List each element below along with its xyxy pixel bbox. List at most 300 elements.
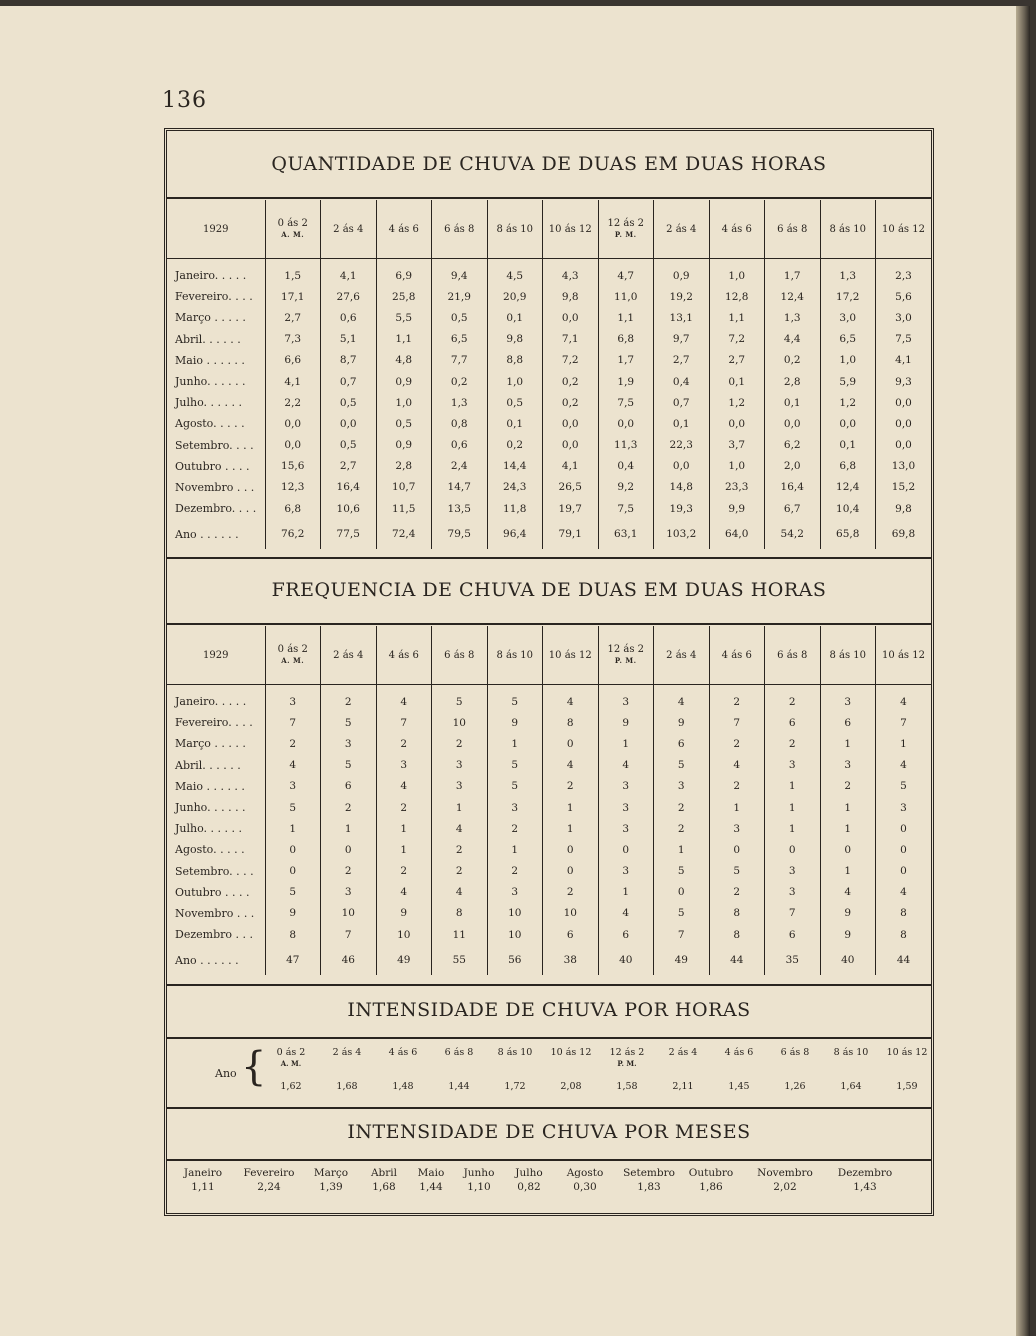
table-cell: 7,5 <box>598 498 654 519</box>
column-header-label: 8 ás 10 <box>829 649 867 661</box>
column-header <box>376 626 432 685</box>
table-cell: 3 <box>598 861 654 882</box>
table-cell: 7,1 <box>543 329 599 350</box>
table-cell: 11,8 <box>487 498 543 519</box>
table-cell: 10 <box>487 903 543 924</box>
table-cell: 7 <box>876 712 932 733</box>
table-cell: 0 <box>543 861 599 882</box>
table-cell: 7,7 <box>432 350 488 371</box>
table-cell: 0,1 <box>765 392 821 413</box>
column-header <box>543 200 599 259</box>
table-cell: 2 <box>432 839 488 860</box>
table-cell: 2,7 <box>709 350 765 371</box>
table-cell: 3 <box>598 691 654 712</box>
table-cell: 4 <box>265 755 321 776</box>
table-cell: 5,5 <box>376 307 432 328</box>
table-cell: 13,5 <box>432 498 488 519</box>
month-label: Setembro. . . . <box>175 438 254 452</box>
total-cell: 35 <box>765 945 821 975</box>
divider <box>167 623 931 625</box>
column-header-period: P. M. <box>614 230 637 239</box>
column-header <box>432 200 488 259</box>
table-row <box>167 755 931 776</box>
table-cell: 1,0 <box>820 350 876 371</box>
total-cell: 38 <box>543 945 599 975</box>
hour-header: 4 ás 6 <box>388 1047 418 1058</box>
table-cell: 0,0 <box>820 413 876 434</box>
table-cell: 2 <box>709 733 765 754</box>
table-cell: 4,1 <box>265 371 321 392</box>
table-cell: 19,2 <box>654 286 710 307</box>
table-cell: 5 <box>432 691 488 712</box>
book-spine <box>1016 6 1030 1336</box>
table-cell: 19,7 <box>543 498 599 519</box>
table-cell: 0,2 <box>543 371 599 392</box>
divider <box>167 557 931 559</box>
table-cell: 10,4 <box>820 498 876 519</box>
table-cell: 9 <box>820 924 876 945</box>
table-row <box>167 286 931 307</box>
month-label: Setembro. . . . <box>175 864 254 878</box>
table-cell: 7 <box>265 712 321 733</box>
table-cell: 2,0 <box>765 456 821 477</box>
month-label: Janeiro. . . . . <box>175 269 247 283</box>
month-value: 1,10 <box>467 1181 491 1193</box>
total-cell: 40 <box>598 945 654 975</box>
table-cell: 3 <box>820 755 876 776</box>
hour-header: 12 ás 2 <box>609 1047 645 1058</box>
total-cell: 56 <box>487 945 543 975</box>
table-cell: 2 <box>654 797 710 818</box>
total-cell: 44 <box>876 945 932 975</box>
hour-value: 1,44 <box>448 1081 470 1092</box>
table-cell: 0,0 <box>876 413 932 434</box>
frequencia-table <box>167 626 931 975</box>
table-cell: 1 <box>321 818 377 839</box>
table-cell: 3 <box>487 882 543 903</box>
column-header-label: 10 ás 12 <box>548 649 592 661</box>
table-cell: 2 <box>321 691 377 712</box>
table-header <box>167 200 931 259</box>
table-cell: 0 <box>265 861 321 882</box>
column-header-label: 2 ás 4 <box>666 223 697 235</box>
table-cell: 1,7 <box>598 350 654 371</box>
column-header-period: A. M. <box>281 230 305 239</box>
month-value: 1,11 <box>191 1181 215 1193</box>
am-label: A. M. <box>280 1059 302 1068</box>
table-cell: 9 <box>376 903 432 924</box>
table-cell: 0,1 <box>709 371 765 392</box>
total-label: Ano . . . . . . <box>175 527 239 541</box>
column-header <box>487 626 543 685</box>
section-title-quantidade: QUANTIDADE DE CHUVA DE DUAS EM DUAS HORAS <box>271 153 827 175</box>
month-label: Maio . . . . . . <box>175 779 245 793</box>
month-label: Outubro . . . . <box>175 459 250 473</box>
table-cell: 8 <box>876 903 932 924</box>
table-cell: 1 <box>376 839 432 860</box>
table-cell: 19,3 <box>654 498 710 519</box>
table-cell: 3 <box>876 797 932 818</box>
table-cell: 23,3 <box>709 477 765 498</box>
table-cell: 1,0 <box>709 456 765 477</box>
column-header-label: 8 ás 10 <box>496 223 534 235</box>
table-cell: 4,4 <box>765 329 821 350</box>
table-cell: 4,5 <box>487 265 543 286</box>
table-cell: 1,1 <box>709 307 765 328</box>
month-name: Dezembro <box>837 1167 893 1179</box>
divider <box>167 1037 931 1039</box>
table-cell: 1 <box>820 818 876 839</box>
table-cell: 3 <box>487 797 543 818</box>
table-cell: 1,2 <box>709 392 765 413</box>
table-cell: 8,8 <box>487 350 543 371</box>
hour-value: 1,45 <box>728 1081 750 1092</box>
month-name: Março <box>313 1167 349 1179</box>
table-cell: 2 <box>376 861 432 882</box>
table-cell: 1 <box>432 797 488 818</box>
column-header-label: 0 ás 2 <box>277 218 308 229</box>
table-cell: 12,8 <box>709 286 765 307</box>
month-name: Novembro <box>757 1167 813 1179</box>
total-cell: 77,5 <box>321 519 377 549</box>
table-cell: 1,5 <box>265 265 321 286</box>
month-value: 1,68 <box>372 1181 396 1193</box>
table-cell: 0,0 <box>765 413 821 434</box>
column-header <box>765 626 821 685</box>
total-cell: 96,4 <box>487 519 543 549</box>
table-cell: 1 <box>487 733 543 754</box>
table-cell: 4,1 <box>876 350 932 371</box>
table-cell: 10 <box>543 903 599 924</box>
table-cell: 9 <box>654 712 710 733</box>
table-cell: 1 <box>765 776 821 797</box>
table-cell: 0,6 <box>321 307 377 328</box>
table-cell: 2,8 <box>765 371 821 392</box>
month-label: Agosto. . . . . <box>175 417 245 431</box>
divider <box>167 984 931 986</box>
table-cell: 22,3 <box>654 435 710 456</box>
column-header-label: 2 ás 4 <box>666 649 697 661</box>
column-header-label: 8 ás 10 <box>496 649 534 661</box>
column-header-label: 0 ás 2 <box>277 644 308 655</box>
table-cell: 3,7 <box>709 435 765 456</box>
table-cell: 6 <box>765 924 821 945</box>
quantidade-table <box>167 200 931 549</box>
table-cell: 16,4 <box>321 477 377 498</box>
table-cell: 1,7 <box>765 265 821 286</box>
month-label: Abril. . . . . . <box>175 332 241 346</box>
total-cell: 72,4 <box>376 519 432 549</box>
table-cell: 0,2 <box>432 371 488 392</box>
table-cell: 0,9 <box>376 435 432 456</box>
month-value: 2,24 <box>257 1181 281 1193</box>
table-cell: 0,5 <box>321 392 377 413</box>
hour-value: 2,08 <box>560 1081 582 1092</box>
total-cell: 63,1 <box>598 519 654 549</box>
table-cell: 0,0 <box>654 456 710 477</box>
column-header <box>876 626 932 685</box>
table-cell: 26,5 <box>543 477 599 498</box>
total-row <box>167 519 931 549</box>
hour-value: 1,64 <box>840 1081 862 1092</box>
table-cell: 11,3 <box>598 435 654 456</box>
table-row <box>167 691 931 712</box>
table-cell: 2,4 <box>432 456 488 477</box>
table-cell: 17,2 <box>820 286 876 307</box>
column-header <box>654 200 710 259</box>
column-header-period: P. M. <box>614 656 637 665</box>
divider <box>167 1159 931 1161</box>
table-cell: 2 <box>487 818 543 839</box>
month-value: 1,39 <box>319 1181 343 1193</box>
table-cell: 25,8 <box>376 286 432 307</box>
table-cell: 0 <box>543 839 599 860</box>
table-cell: 0,1 <box>654 413 710 434</box>
table-row <box>167 307 931 328</box>
table-cell: 5 <box>709 861 765 882</box>
total-cell: 55 <box>432 945 488 975</box>
table-cell: 7,2 <box>709 329 765 350</box>
table-cell: 3 <box>432 755 488 776</box>
total-cell: 79,1 <box>543 519 599 549</box>
table-cell: 4 <box>432 818 488 839</box>
table-cell: 2,8 <box>376 456 432 477</box>
total-label: Ano . . . . . . <box>175 953 239 967</box>
month-label: Março . . . . . <box>175 311 246 325</box>
table-cell: 0,5 <box>321 435 377 456</box>
hour-value: 1,26 <box>784 1081 806 1092</box>
column-header-label: 10 ás 12 <box>548 223 592 235</box>
table-cell: 4 <box>598 903 654 924</box>
table-cell: 11,5 <box>376 498 432 519</box>
table-cell: 0,0 <box>543 435 599 456</box>
table-cell: 5 <box>487 755 543 776</box>
total-cell: 79,5 <box>432 519 488 549</box>
table-cell: 3 <box>321 882 377 903</box>
hour-value: 2,11 <box>672 1081 694 1092</box>
table-cell: 2 <box>265 733 321 754</box>
table-cell: 9 <box>487 712 543 733</box>
table-cell: 1 <box>376 818 432 839</box>
table-cell: 2,7 <box>265 307 321 328</box>
table-body <box>167 259 931 550</box>
table-cell: 1,3 <box>432 392 488 413</box>
table-cell: 2 <box>709 691 765 712</box>
table-cell: 10 <box>487 924 543 945</box>
table-cell: 6,7 <box>765 498 821 519</box>
table-cell: 2 <box>543 882 599 903</box>
month-value: 1,44 <box>419 1181 443 1193</box>
table-cell: 0,1 <box>487 307 543 328</box>
table-cell: 14,8 <box>654 477 710 498</box>
table-row <box>167 456 931 477</box>
table-row <box>167 392 931 413</box>
table-row <box>167 882 931 903</box>
table-cell: 2 <box>765 733 821 754</box>
table-cell: 2 <box>709 776 765 797</box>
table-cell: 6 <box>765 712 821 733</box>
table-row <box>167 712 931 733</box>
table-cell: 12,4 <box>820 477 876 498</box>
table-cell: 4 <box>432 882 488 903</box>
total-cell: 54,2 <box>765 519 821 549</box>
table-cell: 1 <box>654 839 710 860</box>
table-body <box>167 685 931 976</box>
month-name: Outubro <box>688 1167 734 1179</box>
table-cell: 10,7 <box>376 477 432 498</box>
table-cell: 0,2 <box>543 392 599 413</box>
month-label: Junho. . . . . . <box>175 375 246 389</box>
hour-value: 1,68 <box>336 1081 358 1092</box>
column-header <box>265 626 321 685</box>
table-cell: 2 <box>765 691 821 712</box>
table-cell: 2,2 <box>265 392 321 413</box>
column-header <box>321 200 377 259</box>
year-header: 1929 <box>167 626 265 685</box>
table-cell: 2 <box>432 861 488 882</box>
month-name: Maio <box>417 1167 445 1179</box>
table-cell: 5 <box>265 797 321 818</box>
table-cell: 8 <box>432 903 488 924</box>
hour-value: 1,62 <box>280 1081 302 1092</box>
table-cell: 0,2 <box>765 350 821 371</box>
month-label: Dezembro. . . . <box>175 502 257 516</box>
table-cell: 0,5 <box>432 307 488 328</box>
table-cell: 7 <box>765 903 821 924</box>
hour-value: 1,59 <box>896 1081 918 1092</box>
month-value: 1,43 <box>853 1181 877 1193</box>
table-row <box>167 413 931 434</box>
table-cell: 0 <box>598 839 654 860</box>
hour-value: 1,48 <box>392 1081 414 1092</box>
tables-frame <box>164 128 934 1216</box>
hour-header: 8 ás 10 <box>497 1047 533 1058</box>
column-header-label: 4 ás 6 <box>721 223 752 235</box>
hour-header: 2 ás 4 <box>332 1047 362 1058</box>
table-cell: 5,9 <box>820 371 876 392</box>
month-label: Março . . . . . <box>175 737 246 751</box>
table-cell: 2 <box>376 733 432 754</box>
month-value: 0,82 <box>517 1181 541 1193</box>
total-cell: 103,2 <box>654 519 710 549</box>
table-cell: 16,4 <box>765 477 821 498</box>
total-cell: 44 <box>709 945 765 975</box>
table-row <box>167 924 931 945</box>
table-cell: 6,5 <box>432 329 488 350</box>
table-row <box>167 861 931 882</box>
table-cell: 1,1 <box>376 329 432 350</box>
table-cell: 1 <box>876 733 932 754</box>
month-name: Janeiro <box>183 1167 223 1179</box>
table-cell: 3 <box>820 691 876 712</box>
table-cell: 0 <box>765 839 821 860</box>
table-cell: 0 <box>543 733 599 754</box>
total-cell: 76,2 <box>265 519 321 549</box>
table-cell: 17,1 <box>265 286 321 307</box>
table-cell: 11 <box>432 924 488 945</box>
table-row <box>167 477 931 498</box>
column-header <box>876 200 932 259</box>
table-cell: 3 <box>598 818 654 839</box>
table-cell: 5 <box>654 861 710 882</box>
table-cell: 4 <box>376 882 432 903</box>
table-cell: 0 <box>709 839 765 860</box>
table-cell: 4,7 <box>598 265 654 286</box>
table-cell: 10,6 <box>321 498 377 519</box>
month-label: Abril. . . . . . <box>175 758 241 772</box>
total-cell: 49 <box>376 945 432 975</box>
table-cell: 4 <box>876 882 932 903</box>
table-cell: 0,0 <box>543 307 599 328</box>
month-label: Junho. . . . . . <box>175 801 246 815</box>
table-cell: 1 <box>598 882 654 903</box>
table-cell: 6,9 <box>376 265 432 286</box>
table-cell: 9,2 <box>598 477 654 498</box>
column-header <box>820 200 876 259</box>
table-cell: 5 <box>321 755 377 776</box>
table-row <box>167 776 931 797</box>
total-row <box>167 945 931 975</box>
table-cell: 2 <box>709 882 765 903</box>
column-header <box>265 200 321 259</box>
page-number: 136 <box>162 88 207 113</box>
table-cell: 13,1 <box>654 307 710 328</box>
table-cell: 0,1 <box>487 413 543 434</box>
table-cell: 0 <box>876 818 932 839</box>
month-label: Novembro . . . <box>175 480 255 494</box>
table-cell: 11,0 <box>598 286 654 307</box>
column-header-label: 10 ás 12 <box>882 649 925 661</box>
table-cell: 8 <box>265 924 321 945</box>
table-cell: 3 <box>765 882 821 903</box>
table-cell: 0,0 <box>321 413 377 434</box>
column-header-label: 8 ás 10 <box>829 223 867 235</box>
column-header-label: 10 ás 12 <box>882 223 925 235</box>
column-header-label: 4 ás 6 <box>388 223 419 235</box>
month-label: Agosto. . . . . <box>175 843 245 857</box>
table-cell: 7 <box>709 712 765 733</box>
table-cell: 7 <box>321 924 377 945</box>
table-cell: 5 <box>487 691 543 712</box>
table-cell: 7,3 <box>265 329 321 350</box>
table-cell: 12,3 <box>265 477 321 498</box>
table-cell: 8,7 <box>321 350 377 371</box>
table-cell: 6,8 <box>598 329 654 350</box>
table-cell: 1 <box>765 818 821 839</box>
table-cell: 6,8 <box>265 498 321 519</box>
table-cell: 9 <box>598 712 654 733</box>
table-row <box>167 839 931 860</box>
header-row <box>167 200 931 259</box>
table-cell: 6 <box>543 924 599 945</box>
table-cell: 3 <box>765 861 821 882</box>
table-cell: 9 <box>820 903 876 924</box>
table-cell: 1 <box>765 797 821 818</box>
month-name: Julho <box>515 1167 543 1179</box>
table-cell: 0,0 <box>709 413 765 434</box>
table-row <box>167 733 931 754</box>
table-cell: 2,7 <box>321 456 377 477</box>
column-header-label: 4 ás 6 <box>388 649 419 661</box>
table-cell: 3 <box>598 797 654 818</box>
table-cell: 5 <box>876 776 932 797</box>
table-cell: 0,9 <box>376 371 432 392</box>
table-cell: 1 <box>820 861 876 882</box>
table-cell: 3 <box>265 776 321 797</box>
hour-header: 10 ás 12 <box>886 1047 928 1058</box>
table-cell: 1 <box>543 818 599 839</box>
table-cell: 0,7 <box>654 392 710 413</box>
